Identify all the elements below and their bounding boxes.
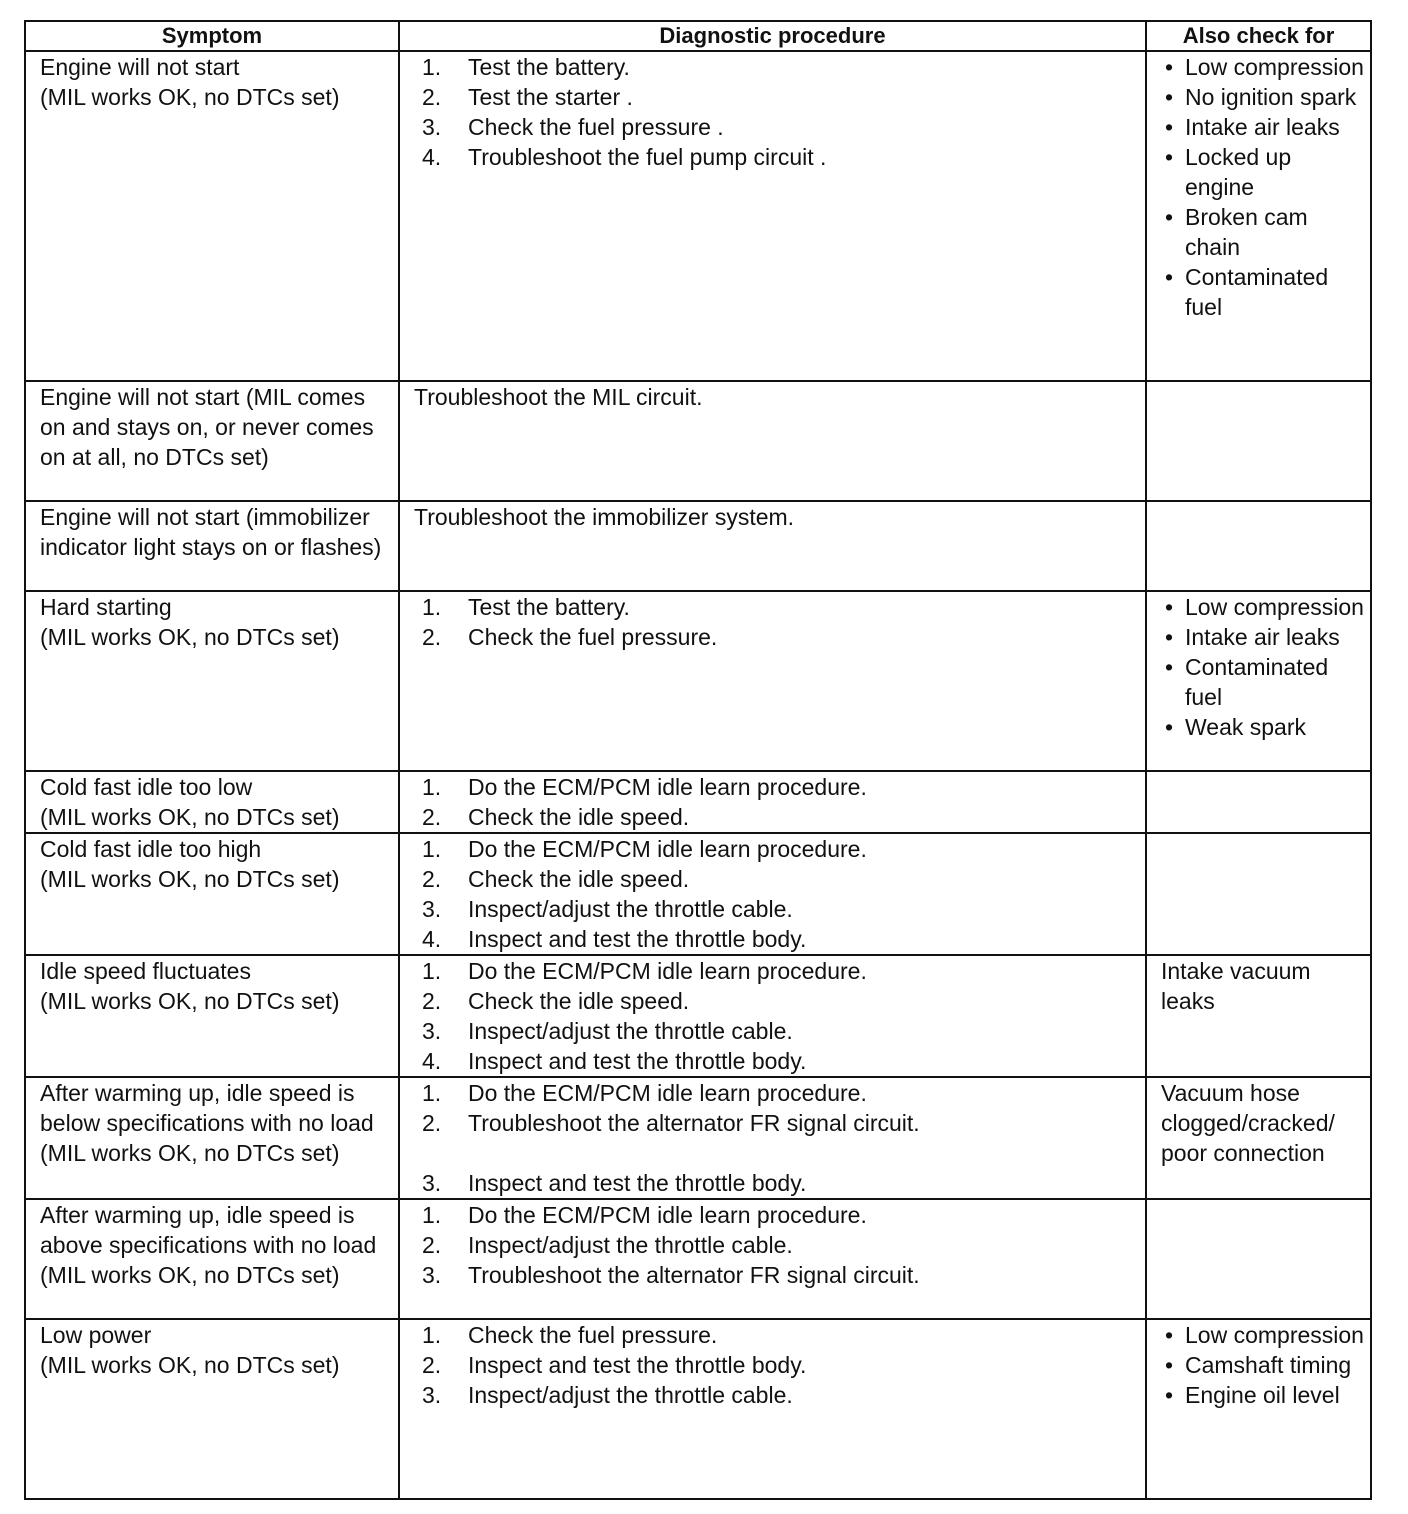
symptom-line: (MIL works OK, no DTCs set) xyxy=(40,84,340,110)
diagnostic-table xyxy=(24,20,1372,1500)
procedure-cell xyxy=(399,771,1146,833)
step-number: 1. xyxy=(422,836,442,862)
table-row xyxy=(25,771,1371,833)
table-row xyxy=(25,381,1371,501)
symptom-cell xyxy=(25,1319,399,1499)
also-check-list xyxy=(1161,1320,1364,1410)
procedure-step xyxy=(414,142,1139,172)
symptom-cell xyxy=(25,1077,399,1199)
procedure-step xyxy=(414,1200,1139,1230)
table-row xyxy=(25,501,1371,591)
symptom-line: After warming up, idle speed is above specifications with no load xyxy=(40,1202,377,1258)
symptom-cell xyxy=(25,833,399,955)
also-check-cell xyxy=(1146,381,1371,501)
also-check-item: • Broken cam chain xyxy=(1161,202,1364,262)
symptom-line: (MIL works OK, no DTCs set) xyxy=(40,1140,340,1166)
procedure-steps xyxy=(414,592,1139,652)
step-text: Troubleshoot the alternator FR signal circuit. xyxy=(468,1262,920,1288)
step-text: Test the battery. xyxy=(468,594,630,620)
step-text: Inspect and test the throttle body. xyxy=(468,1048,807,1074)
procedure-step xyxy=(414,802,1139,832)
step-text: Test the starter . xyxy=(468,84,633,110)
also-check-text: Vacuum hose clogged/cracked/ poor connection xyxy=(1161,1080,1335,1166)
procedure-cell xyxy=(399,1077,1146,1199)
step-number: 1. xyxy=(422,54,442,80)
symptom-cell xyxy=(25,381,399,501)
symptom-line: Cold fast idle too low xyxy=(40,774,253,800)
table-row xyxy=(25,51,1371,381)
step-text: Check the idle speed. xyxy=(468,988,690,1014)
step-number: 2. xyxy=(422,866,442,892)
procedure-step xyxy=(414,1260,1139,1290)
step-number: 2. xyxy=(422,84,442,110)
procedure-steps xyxy=(414,1320,1139,1410)
procedure-cell xyxy=(399,501,1146,591)
step-text: Troubleshoot the fuel pump circuit . xyxy=(468,144,827,170)
table-row xyxy=(25,1077,1371,1199)
step-text: Check the idle speed. xyxy=(468,804,690,830)
header-row xyxy=(25,21,1371,51)
also-check-item: • No ignition spark xyxy=(1161,82,1364,112)
procedure-step xyxy=(414,1016,1139,1046)
step-number: 2. xyxy=(422,1110,442,1136)
procedure-cell xyxy=(399,381,1146,501)
step-text: Inspect and test the throttle body. xyxy=(468,926,807,952)
step-number: 1. xyxy=(422,774,442,800)
also-check-cell xyxy=(1146,501,1371,591)
procedure-step xyxy=(414,1230,1139,1260)
also-check-cell xyxy=(1146,833,1371,955)
also-check-cell xyxy=(1146,771,1371,833)
step-text: Do the ECM/PCM idle learn procedure. xyxy=(468,836,867,862)
symptom-line: (MIL works OK, no DTCs set) xyxy=(40,1352,340,1378)
procedure-text: Troubleshoot the MIL circuit. xyxy=(414,384,703,410)
step-text: Check the fuel pressure. xyxy=(468,624,718,650)
procedure-steps xyxy=(414,1200,1139,1290)
procedure-step xyxy=(414,834,1139,864)
procedure-step xyxy=(414,924,1139,954)
table-row xyxy=(25,1199,1371,1319)
procedure-step xyxy=(414,82,1139,112)
also-check-cell xyxy=(1146,955,1371,1077)
step-number: 1. xyxy=(422,1322,442,1348)
table-row xyxy=(25,833,1371,955)
step-text: Check the fuel pressure. xyxy=(468,1322,718,1348)
step-number: 1. xyxy=(422,1202,442,1228)
table-row xyxy=(25,955,1371,1077)
symptom-line: Low power xyxy=(40,1322,152,1348)
step-number: 4. xyxy=(422,144,442,170)
procedure-steps xyxy=(414,956,1139,1076)
also-check-list xyxy=(1161,52,1364,322)
symptom-cell xyxy=(25,501,399,591)
step-text: Do the ECM/PCM idle learn procedure. xyxy=(468,958,867,984)
procedure-step xyxy=(414,772,1139,802)
symptom-line: (MIL works OK, no DTCs set) xyxy=(40,866,340,892)
procedure-step xyxy=(414,592,1139,622)
also-check-item: • Contaminated fuel xyxy=(1161,652,1364,712)
header-symptom: Symptom xyxy=(25,21,399,51)
step-text: Inspect/adjust the throttle cable. xyxy=(468,1018,793,1044)
step-text: Test the battery. xyxy=(468,54,630,80)
also-check-item: • Low compression xyxy=(1161,52,1364,82)
symptom-line: Engine will not start (immobilizer indicator light stays on or flashes) xyxy=(40,504,382,560)
step-text: Check the idle speed. xyxy=(468,866,690,892)
step-number: 3. xyxy=(422,114,442,140)
procedure-step xyxy=(414,1350,1139,1380)
procedure-text: Troubleshoot the immobilizer system. xyxy=(414,504,795,530)
table-row xyxy=(25,1319,1371,1499)
also-check-item: • Contaminated fuel xyxy=(1161,262,1364,322)
procedure-step xyxy=(414,112,1139,142)
step-number: 3. xyxy=(422,1018,442,1044)
step-text: Inspect and test the throttle body. xyxy=(468,1170,807,1196)
symptom-line: (MIL works OK, no DTCs set) xyxy=(40,1262,340,1288)
symptom-cell xyxy=(25,51,399,381)
procedure-cell xyxy=(399,833,1146,955)
step-text: Do the ECM/PCM idle learn procedure. xyxy=(468,1202,867,1228)
also-check-text: Intake vacuum leaks xyxy=(1161,958,1311,1014)
step-text: Do the ECM/PCM idle learn procedure. xyxy=(468,1080,867,1106)
step-text: Inspect/adjust the throttle cable. xyxy=(468,1232,793,1258)
symptom-line: Engine will not start (MIL comes on and stays on, or never comes on at all, no DTCs set) xyxy=(40,384,374,470)
also-check-item: • Intake air leaks xyxy=(1161,622,1364,652)
procedure-step xyxy=(414,1046,1139,1076)
step-number: 2. xyxy=(422,1352,442,1378)
step-number: 3. xyxy=(422,1170,442,1196)
procedure-steps xyxy=(414,772,1139,832)
also-check-cell xyxy=(1146,51,1371,381)
procedure-step xyxy=(414,956,1139,986)
procedure-steps xyxy=(414,52,1139,172)
procedure-steps xyxy=(414,834,1139,954)
procedure-step xyxy=(414,1380,1139,1410)
symptom-cell xyxy=(25,591,399,771)
procedure-cell xyxy=(399,955,1146,1077)
symptom-cell xyxy=(25,771,399,833)
also-check-cell xyxy=(1146,1319,1371,1499)
symptom-line: (MIL works OK, no DTCs set) xyxy=(40,988,340,1014)
step-number: 3. xyxy=(422,1262,442,1288)
step-number: 2. xyxy=(422,988,442,1014)
step-number: 3. xyxy=(422,896,442,922)
also-check-item: • Low compression xyxy=(1161,1320,1364,1350)
procedure-step xyxy=(414,986,1139,1016)
step-number: 2. xyxy=(422,804,442,830)
step-number: 2. xyxy=(422,1232,442,1258)
symptom-cell xyxy=(25,1199,399,1319)
symptom-line: Idle speed fluctuates xyxy=(40,958,251,984)
header-procedure: Diagnostic procedure xyxy=(399,21,1146,51)
symptom-line: (MIL works OK, no DTCs set) xyxy=(40,804,340,830)
procedure-step xyxy=(414,864,1139,894)
step-number: 1. xyxy=(422,1080,442,1106)
procedure-step xyxy=(414,622,1139,652)
symptom-line: Hard starting xyxy=(40,594,172,620)
step-text: Troubleshoot the alternator FR signal circuit. xyxy=(468,1110,920,1136)
step-text: Do the ECM/PCM idle learn procedure. xyxy=(468,774,867,800)
symptom-line: (MIL works OK, no DTCs set) xyxy=(40,624,340,650)
symptom-cell xyxy=(25,955,399,1077)
also-check-list xyxy=(1161,592,1364,742)
header-also-check: Also check for xyxy=(1146,21,1371,51)
step-number: 1. xyxy=(422,594,442,620)
procedure-step xyxy=(414,1078,1139,1108)
symptom-line: After warming up, idle speed is below specifications with no load xyxy=(40,1080,374,1136)
procedure-cell xyxy=(399,1199,1146,1319)
procedure-step xyxy=(414,52,1139,82)
step-number: 4. xyxy=(422,926,442,952)
also-check-cell xyxy=(1146,1077,1371,1199)
step-text: Inspect and test the throttle body. xyxy=(468,1352,807,1378)
step-text: Inspect/adjust the throttle cable. xyxy=(468,1382,793,1408)
also-check-cell xyxy=(1146,591,1371,771)
procedure-step xyxy=(414,1108,1139,1138)
step-number: 3. xyxy=(422,1382,442,1408)
procedure-step xyxy=(414,1168,1139,1198)
procedure-step xyxy=(414,894,1139,924)
procedure-step xyxy=(414,1320,1139,1350)
step-number: 4. xyxy=(422,1048,442,1074)
symptom-line: Cold fast idle too high xyxy=(40,836,262,862)
also-check-item: • Engine oil level xyxy=(1161,1380,1364,1410)
also-check-item: • Intake air leaks xyxy=(1161,112,1364,142)
step-text: Inspect/adjust the throttle cable. xyxy=(468,896,793,922)
also-check-cell xyxy=(1146,1199,1371,1319)
also-check-item: • Locked up engine xyxy=(1161,142,1364,202)
also-check-item: • Weak spark xyxy=(1161,712,1364,742)
step-text: Check the fuel pressure . xyxy=(468,114,724,140)
procedure-steps xyxy=(414,1078,1139,1198)
also-check-item: • Camshaft timing xyxy=(1161,1350,1364,1380)
table-row xyxy=(25,591,1371,771)
step-number: 2. xyxy=(422,624,442,650)
procedure-cell xyxy=(399,51,1146,381)
step-number: 1. xyxy=(422,958,442,984)
also-check-item: • Low compression xyxy=(1161,592,1364,622)
procedure-cell xyxy=(399,1319,1146,1499)
procedure-cell xyxy=(399,591,1146,771)
symptom-line: Engine will not start xyxy=(40,54,240,80)
